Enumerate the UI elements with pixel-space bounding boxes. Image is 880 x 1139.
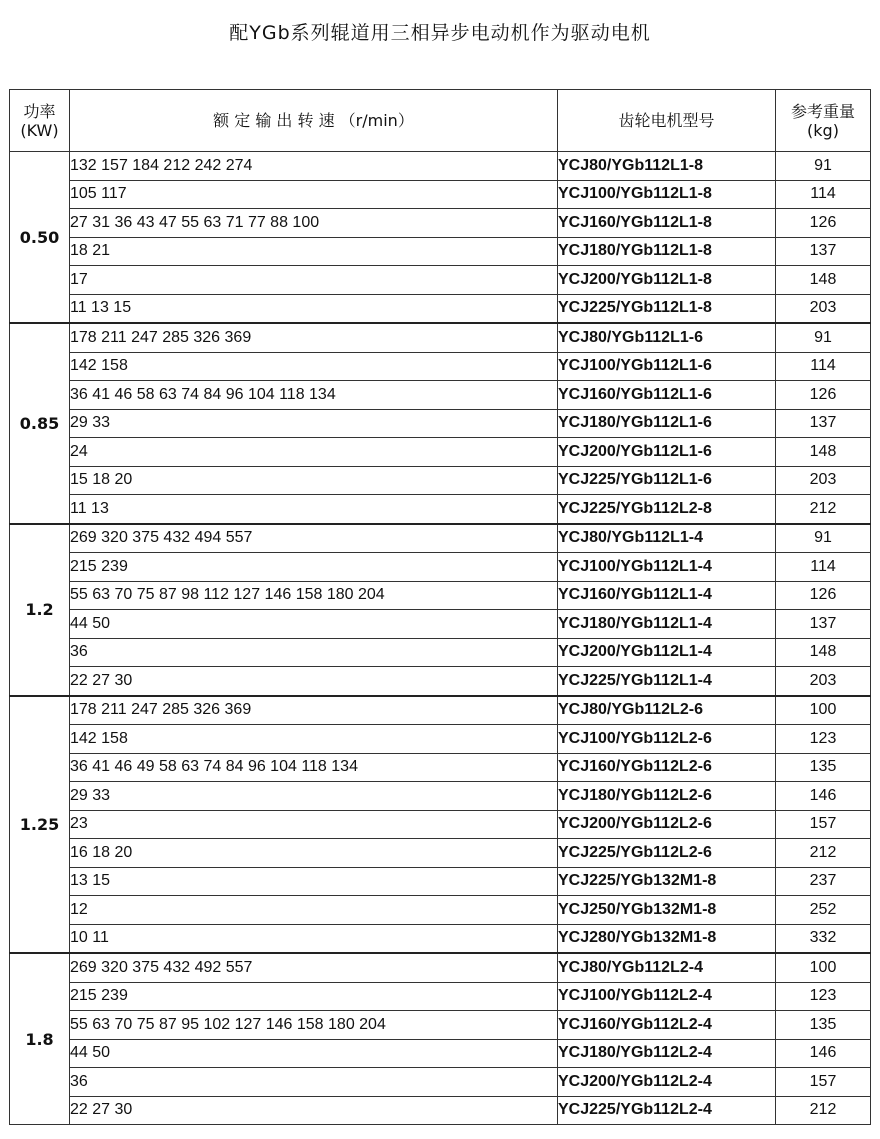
- weight-cell: 91: [776, 323, 871, 352]
- speed-cell: 22 27 30: [70, 1096, 558, 1125]
- table-row: [10, 610, 871, 639]
- speed-cell: 13 15: [70, 867, 558, 896]
- weight-cell: 148: [776, 638, 871, 667]
- speed-cell: 18 21: [70, 237, 558, 266]
- header-row: [10, 90, 871, 152]
- table-row: [10, 953, 871, 982]
- table-row: [10, 725, 871, 754]
- speed-cell: 15 18 20: [70, 466, 558, 495]
- weight-cell: 157: [776, 1068, 871, 1097]
- weight-cell: 203: [776, 294, 871, 323]
- power-cell: 1.8: [10, 953, 70, 1125]
- weight-cell: 91: [776, 524, 871, 553]
- model-cell: YCJ180/YGb112L2-4: [558, 1039, 776, 1068]
- spec-table: [9, 89, 871, 1125]
- weight-cell: 100: [776, 696, 871, 725]
- model-cell: YCJ180/YGb112L1-4: [558, 610, 776, 639]
- weight-cell: 203: [776, 466, 871, 495]
- power-cell: 1.25: [10, 696, 70, 954]
- speed-cell: 12: [70, 896, 558, 925]
- model-cell: YCJ250/YGb132M1-8: [558, 896, 776, 925]
- table-row: [10, 1039, 871, 1068]
- weight-cell: 137: [776, 237, 871, 266]
- table-row: [10, 381, 871, 410]
- weight-cell: 114: [776, 352, 871, 381]
- weight-cell: 114: [776, 180, 871, 209]
- speed-cell: 16 18 20: [70, 839, 558, 868]
- speed-cell: 23: [70, 810, 558, 839]
- power-cell: 0.85: [10, 323, 70, 524]
- table-row: [10, 323, 871, 352]
- model-cell: YCJ180/YGb112L1-6: [558, 409, 776, 438]
- speed-cell: 36 41 46 49 58 63 74 84 96 104 118 134: [70, 753, 558, 782]
- speed-cell: 178 211 247 285 326 369: [70, 323, 558, 352]
- speed-cell: 44 50: [70, 1039, 558, 1068]
- weight-cell: 146: [776, 782, 871, 811]
- speed-cell: 105 117: [70, 180, 558, 209]
- page-title: 配YGb系列辊道用三相异步电动机作为驱动电机: [229, 22, 651, 44]
- weight-cell: 157: [776, 810, 871, 839]
- model-cell: YCJ225/YGb112L2-6: [558, 839, 776, 868]
- weight-cell: 212: [776, 839, 871, 868]
- table-row: [10, 466, 871, 495]
- model-cell: YCJ200/YGb112L2-4: [558, 1068, 776, 1097]
- table-row: [10, 753, 871, 782]
- model-cell: YCJ200/YGb112L1-6: [558, 438, 776, 467]
- speed-cell: 44 50: [70, 610, 558, 639]
- model-cell: YCJ160/YGb112L2-4: [558, 1011, 776, 1040]
- model-cell: YCJ180/YGb112L1-8: [558, 237, 776, 266]
- model-cell: YCJ200/YGb112L1-4: [558, 638, 776, 667]
- model-cell: YCJ160/YGb112L1-4: [558, 581, 776, 610]
- table-row: [10, 896, 871, 925]
- weight-cell: 148: [776, 266, 871, 295]
- header-speed: 额 定 输 出 转 速 （r/min）: [70, 90, 558, 152]
- speed-cell: 55 63 70 75 87 98 112 127 146 158 180 204: [70, 581, 558, 610]
- header-power: 功率 (KW): [10, 90, 70, 152]
- table-row: [10, 581, 871, 610]
- table-row: [10, 1096, 871, 1125]
- model-cell: YCJ80/YGb112L2-4: [558, 953, 776, 982]
- header-weight: 参考重量 (kg): [776, 90, 871, 152]
- weight-cell: 237: [776, 867, 871, 896]
- weight-cell: 114: [776, 553, 871, 582]
- table-row: [10, 209, 871, 238]
- table-row: [10, 638, 871, 667]
- table-row: [10, 266, 871, 295]
- model-cell: YCJ80/YGb112L2-6: [558, 696, 776, 725]
- model-cell: YCJ80/YGb112L1-8: [558, 152, 776, 181]
- table-row: [10, 352, 871, 381]
- table-body: [10, 152, 871, 1125]
- header-model: 齿轮电机型号: [558, 90, 776, 152]
- model-cell: YCJ200/YGb112L1-8: [558, 266, 776, 295]
- model-cell: YCJ180/YGb112L2-6: [558, 782, 776, 811]
- speed-cell: 142 158: [70, 352, 558, 381]
- table-row: [10, 867, 871, 896]
- model-cell: YCJ80/YGb112L1-4: [558, 524, 776, 553]
- weight-cell: 123: [776, 725, 871, 754]
- speed-cell: 178 211 247 285 326 369: [70, 696, 558, 725]
- weight-cell: 123: [776, 982, 871, 1011]
- table-row: [10, 667, 871, 696]
- model-cell: YCJ160/YGb112L1-8: [558, 209, 776, 238]
- table-row: [10, 438, 871, 467]
- table-row: [10, 409, 871, 438]
- speed-cell: 132 157 184 212 242 274: [70, 152, 558, 181]
- speed-cell: 22 27 30: [70, 667, 558, 696]
- table-row: [10, 237, 871, 266]
- model-cell: YCJ100/YGb112L1-6: [558, 352, 776, 381]
- speed-cell: 27 31 36 43 47 55 63 71 77 88 100: [70, 209, 558, 238]
- model-cell: YCJ225/YGb112L2-4: [558, 1096, 776, 1125]
- speed-cell: 36: [70, 638, 558, 667]
- weight-cell: 126: [776, 209, 871, 238]
- table-row: [10, 839, 871, 868]
- table-row: [10, 982, 871, 1011]
- table-row: [10, 495, 871, 524]
- speed-cell: 29 33: [70, 782, 558, 811]
- table-row: [10, 152, 871, 181]
- speed-cell: 269 320 375 432 492 557: [70, 953, 558, 982]
- weight-cell: 135: [776, 753, 871, 782]
- weight-cell: 148: [776, 438, 871, 467]
- model-cell: YCJ80/YGb112L1-6: [558, 323, 776, 352]
- speed-cell: 142 158: [70, 725, 558, 754]
- speed-cell: 36 41 46 58 63 74 84 96 104 118 134: [70, 381, 558, 410]
- weight-cell: 203: [776, 667, 871, 696]
- weight-cell: 91: [776, 152, 871, 181]
- table-row: [10, 1068, 871, 1097]
- weight-cell: 126: [776, 381, 871, 410]
- table-row: [10, 524, 871, 553]
- model-cell: YCJ100/YGb112L2-4: [558, 982, 776, 1011]
- power-cell: 0.50: [10, 152, 70, 324]
- weight-cell: 332: [776, 924, 871, 953]
- speed-cell: 24: [70, 438, 558, 467]
- speed-cell: 11 13 15: [70, 294, 558, 323]
- model-cell: YCJ100/YGb112L1-4: [558, 553, 776, 582]
- model-cell: YCJ225/YGb132M1-8: [558, 867, 776, 896]
- weight-cell: 212: [776, 1096, 871, 1125]
- model-cell: YCJ100/YGb112L1-8: [558, 180, 776, 209]
- model-cell: YCJ225/YGb112L1-8: [558, 294, 776, 323]
- weight-cell: 146: [776, 1039, 871, 1068]
- model-cell: YCJ160/YGb112L1-6: [558, 381, 776, 410]
- table-row: [10, 810, 871, 839]
- table-row: [10, 1011, 871, 1040]
- speed-cell: 29 33: [70, 409, 558, 438]
- model-cell: YCJ100/YGb112L2-6: [558, 725, 776, 754]
- speed-cell: 215 239: [70, 553, 558, 582]
- table-row: [10, 782, 871, 811]
- speed-cell: 11 13: [70, 495, 558, 524]
- model-cell: YCJ225/YGb112L1-4: [558, 667, 776, 696]
- weight-cell: 100: [776, 953, 871, 982]
- model-cell: YCJ280/YGb132M1-8: [558, 924, 776, 953]
- weight-cell: 135: [776, 1011, 871, 1040]
- weight-cell: 252: [776, 896, 871, 925]
- table-row: [10, 924, 871, 953]
- table-row: [10, 696, 871, 725]
- weight-cell: 126: [776, 581, 871, 610]
- model-cell: YCJ225/YGb112L2-8: [558, 495, 776, 524]
- speed-cell: 10 11: [70, 924, 558, 953]
- speed-cell: 17: [70, 266, 558, 295]
- model-cell: YCJ225/YGb112L1-6: [558, 466, 776, 495]
- table-row: [10, 553, 871, 582]
- table-row: [10, 180, 871, 209]
- model-cell: YCJ160/YGb112L2-6: [558, 753, 776, 782]
- speed-cell: 55 63 70 75 87 95 102 127 146 158 180 204: [70, 1011, 558, 1040]
- weight-cell: 137: [776, 610, 871, 639]
- weight-cell: 212: [776, 495, 871, 524]
- table-row: [10, 294, 871, 323]
- speed-cell: 269 320 375 432 494 557: [70, 524, 558, 553]
- weight-cell: 137: [776, 409, 871, 438]
- speed-cell: 36: [70, 1068, 558, 1097]
- model-cell: YCJ200/YGb112L2-6: [558, 810, 776, 839]
- power-cell: 1.2: [10, 524, 70, 696]
- speed-cell: 215 239: [70, 982, 558, 1011]
